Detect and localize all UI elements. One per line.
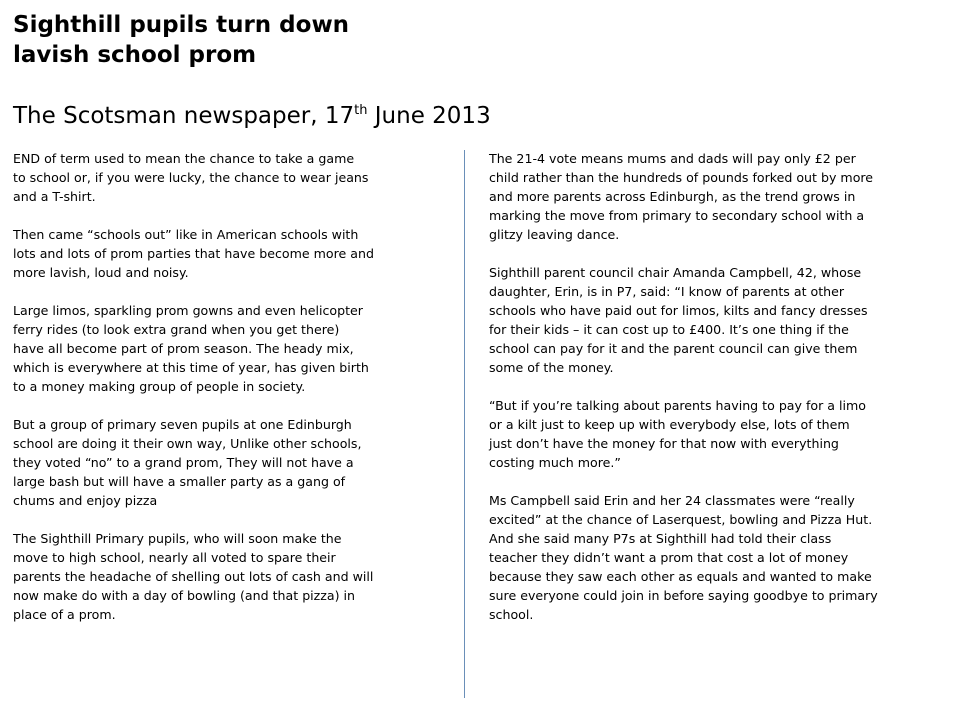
article-paragraph <box>13 225 448 282</box>
paragraph-line: ferry rides (to look extra grand when you get there) <box>13 322 340 337</box>
paragraph-line: “But if you’re talking about parents having to pay for a limo <box>489 398 866 413</box>
column-divider <box>464 150 465 698</box>
paragraph-line: school. <box>489 607 534 622</box>
paragraph-line: for their kids – it can cost up to £400. It’s one thing if the <box>489 322 849 337</box>
source-date-rest: June 2013 <box>367 103 491 129</box>
source-line <box>13 101 491 131</box>
paragraph-line: glitzy leaving dance. <box>489 227 620 242</box>
article-paragraph <box>489 263 939 377</box>
article-paragraph <box>13 149 448 206</box>
paragraph-line: they voted “no” to a grand prom, They will not have a <box>13 455 354 470</box>
source-text: The Scotsman newspaper, 17 <box>13 103 355 129</box>
article-paragraph <box>489 491 939 624</box>
paragraph-line: school can pay for it and the parent council can give them <box>489 341 858 356</box>
paragraph-line: END of term used to mean the chance to take a game <box>13 151 355 166</box>
paragraph-line: and a T-shirt. <box>13 189 96 204</box>
paragraph-line: Large limos, sparkling prom gowns and even helicopter <box>13 303 363 318</box>
article-paragraph <box>13 415 448 510</box>
paragraph-line: now make do with a day of bowling (and that pizza) in <box>13 588 356 603</box>
paragraph-line: have all become part of prom season. The heady mix, <box>13 341 354 356</box>
paragraph-line: parents the headache of shelling out lots of cash and will <box>13 569 374 584</box>
paragraph-line: schools who have paid out for limos, kilts and fancy dresses <box>489 303 868 318</box>
paragraph-line: and more parents across Edinburgh, as the trend grows in <box>489 189 856 204</box>
paragraph-line: move to high school, nearly all voted to spare their <box>13 550 336 565</box>
right-column <box>489 149 939 643</box>
paragraph-line: daughter, Erin, is in P7, said: “I know of parents at other <box>489 284 845 299</box>
paragraph-line: some of the money. <box>489 360 614 375</box>
article-paragraph <box>489 396 939 472</box>
paragraph-line: teacher they didn’t want a prom that cost a lot of money <box>489 550 849 565</box>
article-paragraph <box>489 149 939 244</box>
paragraph-line: The Sighthill Primary pupils, who will soon make the <box>13 531 342 546</box>
headline <box>13 10 533 70</box>
paragraph-line: lots and lots of prom parties that have become more and <box>13 246 374 261</box>
paragraph-line: large bash but will have a smaller party as a gang of <box>13 474 346 489</box>
paragraph-line: to school or, if you were lucky, the chance to wear jeans <box>13 170 369 185</box>
paragraph-line: school are doing it their own way, Unlike other schools, <box>13 436 362 451</box>
paragraph-line: just don’t have the money for that now with everything <box>489 436 839 451</box>
headline-line-1: Sighthill pupils turn down <box>13 12 350 38</box>
paragraph-line: child rather than the hundreds of pounds forked out by more <box>489 170 874 185</box>
paragraph-line: sure everyone could join in before saying goodbye to primary <box>489 588 878 603</box>
paragraph-line: The 21-4 vote means mums and dads will pay only £2 per <box>489 151 856 166</box>
paragraph-line: marking the move from primary to secondary school with a <box>489 208 865 223</box>
paragraph-line: Then came “schools out” like in American schools with <box>13 227 359 242</box>
paragraph-line: place of a prom. <box>13 607 116 622</box>
paragraph-line: excited” at the chance of Laserquest, bowling and Pizza Hut. <box>489 512 873 527</box>
paragraph-line: Ms Campbell said Erin and her 24 classmates were “really <box>489 493 855 508</box>
article-paragraph <box>13 529 448 624</box>
paragraph-line: more lavish, loud and noisy. <box>13 265 189 280</box>
paragraph-line: Sighthill parent council chair Amanda Campbell, 42, whose <box>489 265 862 280</box>
paragraph-line: And she said many P7s at Sighthill had told their class <box>489 531 832 546</box>
paragraph-line: But a group of primary seven pupils at one Edinburgh <box>13 417 352 432</box>
source-superscript: th <box>354 103 368 118</box>
paragraph-line: which is everywhere at this time of year, has given birth <box>13 360 369 375</box>
paragraph-line: chums and enjoy pizza <box>13 493 158 508</box>
paragraph-line: because they saw each other as equals and wanted to make <box>489 569 872 584</box>
headline-line-2: lavish school prom <box>13 42 257 68</box>
article-paragraph <box>13 301 448 396</box>
left-column <box>13 149 448 643</box>
paragraph-line: or a kilt just to keep up with everybody else, lots of them <box>489 417 850 432</box>
paragraph-line: costing much more.” <box>489 455 621 470</box>
paragraph-line: to a money making group of people in society. <box>13 379 306 394</box>
